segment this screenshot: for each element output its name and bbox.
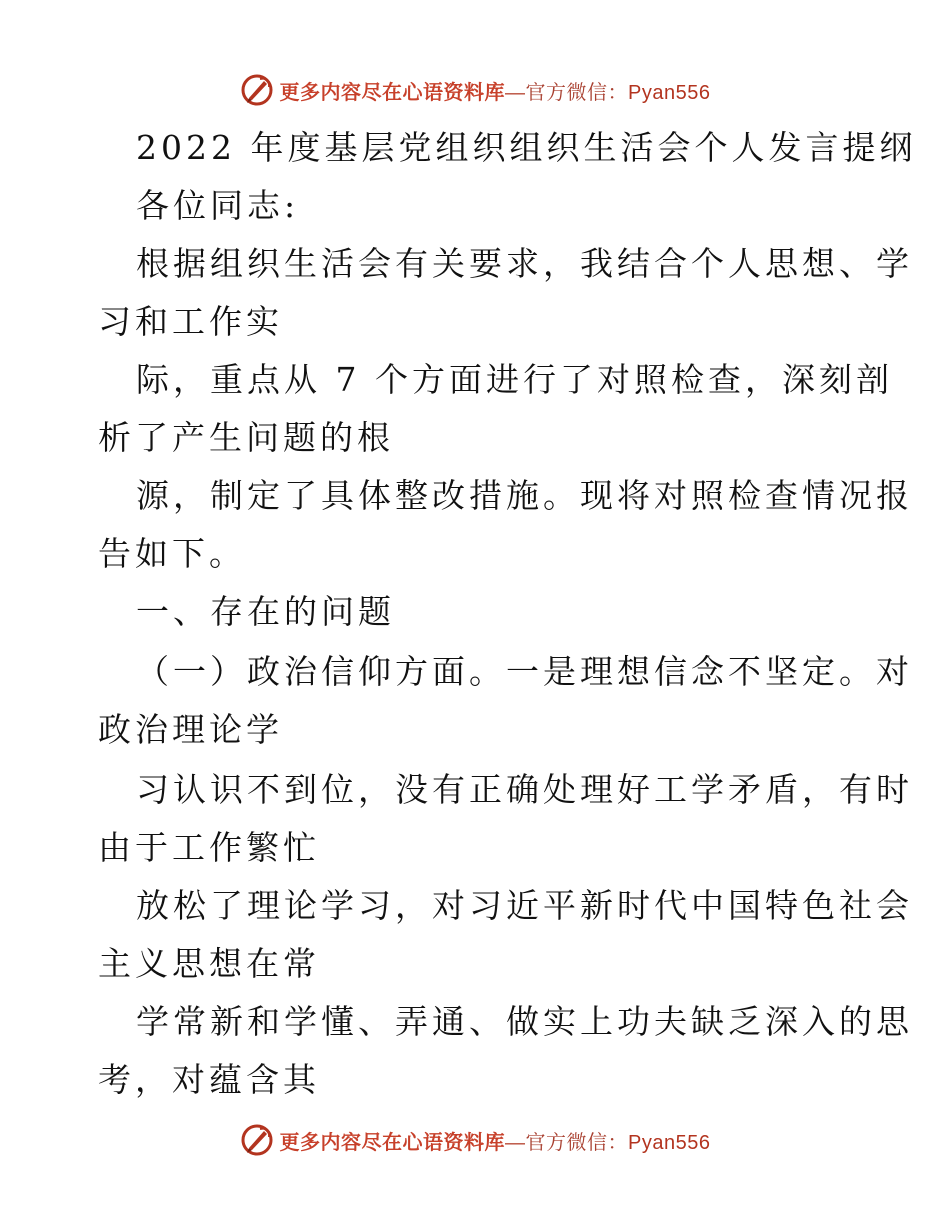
quill-pen-logo-icon bbox=[240, 1123, 274, 1157]
document-title: 2022 年度基层党组织组织生活会个人发言提纲 bbox=[136, 128, 917, 167]
footer-wechat-label: 官方微信： bbox=[525, 1131, 629, 1154]
footer-brand: 更多内容尽在心语资料库 bbox=[279, 1131, 506, 1154]
paragraph-line: 习和工作实 bbox=[98, 302, 283, 341]
salutation: 各位同志: bbox=[136, 186, 300, 225]
paragraph-line: 际，重点从 7 个方面进行了对照检查，深刻剖 bbox=[136, 360, 893, 399]
header-separator: — bbox=[505, 81, 526, 104]
footer-wechat-id: Pyan556 bbox=[628, 1131, 711, 1154]
paragraph-line: 政治理论学 bbox=[98, 710, 283, 749]
quill-pen-logo-icon bbox=[240, 73, 274, 107]
footer-banner-text bbox=[280, 1126, 711, 1155]
paragraph-line: 考，对蕴含其 bbox=[98, 1060, 320, 1099]
paragraph-line: 放松了理论学习，对习近平新时代中国特色社会 bbox=[136, 886, 913, 925]
header-wechat-label: 官方微信： bbox=[525, 81, 629, 104]
paragraph-line: 告如下。 bbox=[98, 534, 246, 573]
paragraph-line: 习认识不到位，没有正确处理好工学矛盾，有时 bbox=[136, 770, 913, 809]
paragraph-line: 由于工作繁忙 bbox=[98, 828, 320, 867]
header-banner bbox=[0, 70, 950, 110]
footer-separator: — bbox=[505, 1131, 526, 1154]
paragraph-line: 主义思想在常 bbox=[98, 944, 320, 983]
paragraph-line: （一）政治信仰方面。一是理想信念不坚定。对 bbox=[136, 652, 913, 691]
paragraph-line: 学常新和学懂、弄通、做实上功夫缺乏深入的思 bbox=[136, 1002, 913, 1041]
paragraph-line: 析了产生问题的根 bbox=[98, 418, 394, 457]
paragraph-line: 源，制定了具体整改措施。现将对照检查情况报 bbox=[136, 476, 913, 515]
header-banner-text bbox=[280, 76, 711, 105]
footer-banner bbox=[0, 1120, 950, 1160]
section-heading: 一、存在的问题 bbox=[136, 592, 395, 631]
header-brand: 更多内容尽在心语资料库 bbox=[279, 81, 506, 104]
header-wechat-id: Pyan556 bbox=[628, 81, 711, 104]
paragraph-line: 根据组织生活会有关要求，我结合个人思想、学 bbox=[136, 244, 913, 283]
